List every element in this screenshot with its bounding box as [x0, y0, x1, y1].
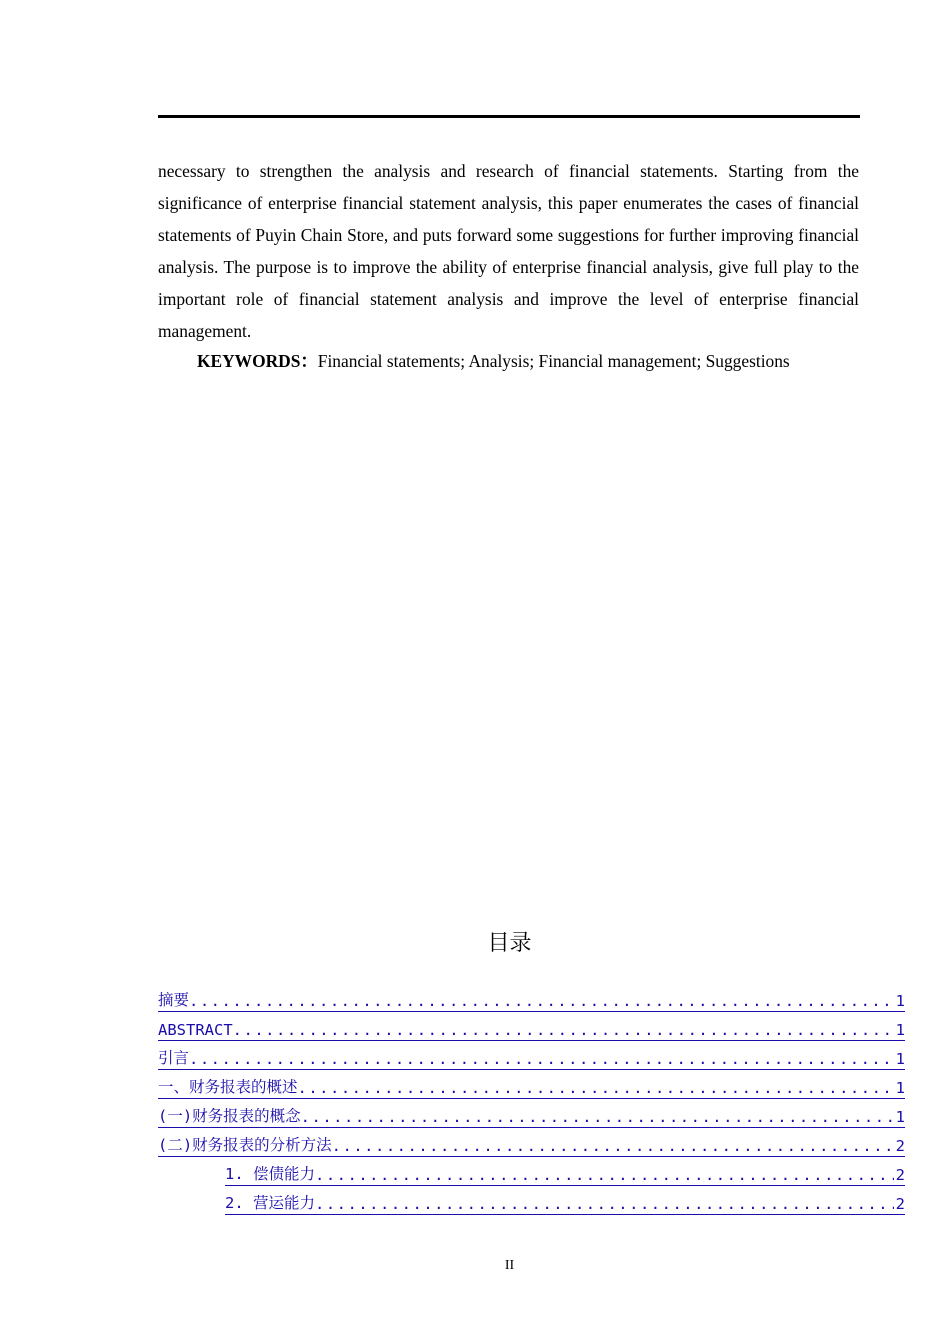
toc-entry-section-1-2-1[interactable]	[225, 1157, 905, 1186]
toc-entry-page: 1	[895, 1021, 905, 1039]
keywords-label: KEYWORDS：	[197, 351, 318, 371]
toc-leader-dots	[315, 1195, 894, 1213]
header-rule	[158, 115, 860, 118]
toc-entry-page: 2	[895, 1166, 905, 1184]
toc-entry-text: 引言	[158, 1049, 190, 1067]
toc-entry-text: 一、财务报表的概述	[158, 1078, 298, 1096]
toc-entry-text: ABSTRACT	[158, 1021, 233, 1039]
toc-leader-dots	[301, 1108, 894, 1126]
toc-entry-introduction[interactable]	[158, 1041, 905, 1070]
toc-leader-dots	[332, 1137, 894, 1155]
toc-entry-page: 1	[895, 992, 905, 1010]
table-of-contents	[158, 983, 905, 1215]
keywords-text: Financial statements; Analysis; Financial management; Suggestions	[317, 351, 790, 371]
toc-entry-page: 1	[895, 1108, 905, 1126]
toc-entry-text: (二)财务报表的分析方法	[158, 1136, 332, 1154]
toc-entry-text: 2. 营运能力	[225, 1194, 315, 1212]
toc-entry-abstract-cn[interactable]	[158, 983, 905, 1012]
toc-entry-section-1[interactable]	[158, 1070, 905, 1099]
toc-entry-page: 2	[895, 1137, 905, 1155]
toc-entry-page: 2	[895, 1195, 905, 1213]
keywords-line	[197, 345, 877, 377]
toc-leader-dots	[298, 1079, 894, 1097]
toc-entry-page: 1	[895, 1050, 905, 1068]
toc-entry-text: 摘要	[158, 991, 190, 1009]
toc-entry-abstract-en[interactable]	[158, 1012, 905, 1041]
toc-leader-dots	[189, 1050, 894, 1068]
toc-leader-dots	[233, 1021, 894, 1039]
toc-entry-text: (一)财务报表的概念	[158, 1107, 301, 1125]
toc-entry-section-1-1[interactable]	[158, 1099, 905, 1128]
toc-entry-section-1-2[interactable]	[158, 1128, 905, 1157]
page-number: II	[504, 1258, 515, 1273]
toc-entry-page: 1	[895, 1079, 905, 1097]
toc-leader-dots	[189, 992, 894, 1010]
abstract-paragraph: necessary to strengthen the analysis and research of financial statements. Starting from the significance of enterprise financial statement analysis, this paper enumerates the cases of financial statements of Puyin Chain Store, and puts forward some suggestions for further improving financial analysis. The purpose is to improve the ability of enterprise financial analysis, give full play to the important role of financial statement analysis and improve the level of enterprise financial management.	[158, 161, 859, 341]
toc-leader-dots	[315, 1166, 894, 1184]
toc-title: 目录	[487, 931, 532, 956]
toc-entry-section-1-2-2[interactable]	[225, 1186, 905, 1215]
toc-entry-text: 1. 偿债能力	[225, 1165, 315, 1183]
